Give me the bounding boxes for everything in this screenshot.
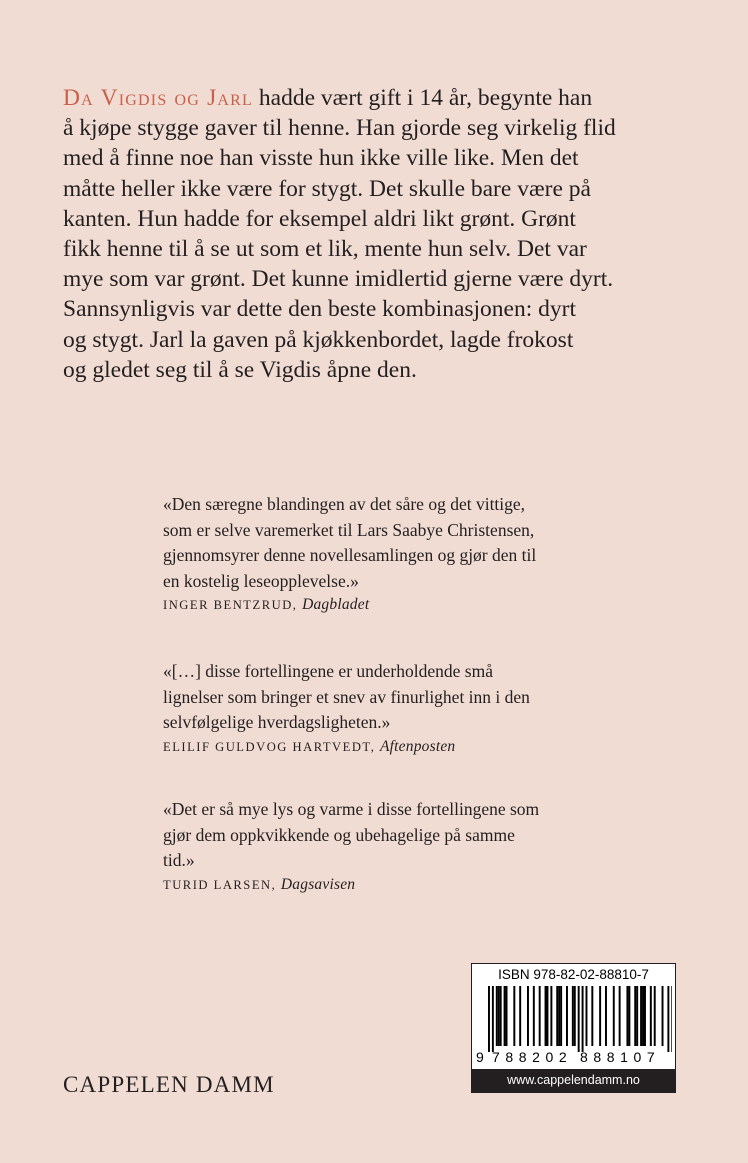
back-cover-excerpt	[63, 83, 683, 385]
barcode-bar	[513, 986, 515, 1046]
review-quote-aftenposten	[163, 659, 603, 757]
publisher-logo: CAPPELEN DAMM	[63, 1072, 275, 1097]
barcode-bar	[654, 986, 656, 1046]
quote-line: gjennomsyrer denne novellesamlingen og gjør den til	[163, 545, 537, 565]
review-quote-dagbladet	[163, 492, 603, 615]
barcode-bar	[605, 986, 607, 1046]
quote-source	[163, 875, 603, 895]
barcode-bar	[506, 986, 508, 1046]
quote-line: en kostelig leseopplevelse.»	[163, 570, 359, 591]
barcode-bar	[578, 986, 580, 1052]
quote-source	[163, 595, 603, 615]
barcode-bar	[504, 986, 506, 1046]
excerpt-line: kanten. Hun hadde for eksempel aldri likt grønt. Grønt	[63, 205, 576, 232]
barcode-bar	[619, 986, 621, 1046]
barcode-bar	[640, 986, 642, 1046]
excerpt-line-text: hadde vært gift i 14 år, begynte han	[253, 85, 593, 111]
excerpt-line: Sannsynligvis var dette den beste kombinasjonen: dyrt	[63, 296, 576, 323]
barcode-bar	[582, 986, 584, 1052]
barcode-bar	[545, 986, 547, 1046]
quote-line: «Det er så mye lys og varme i disse fortellingene som	[163, 799, 540, 819]
barcode-bar	[492, 986, 494, 1052]
barcode-bar	[547, 986, 549, 1046]
excerpt-line: mye som var grønt. Det kunne imidlertid gjerne være dyrt.	[63, 266, 614, 293]
barcode-bar	[613, 986, 615, 1046]
quote-source	[163, 737, 603, 757]
barcode-icon	[476, 986, 672, 1052]
barcode-bar	[500, 986, 502, 1046]
barcode-bar	[626, 986, 628, 1046]
excerpt-line: å kjøpe stygge gaver til henne. Han gjorde seg virkelig flid	[63, 115, 616, 142]
barcode-bar	[662, 986, 664, 1046]
excerpt-paragraph	[63, 83, 683, 385]
review-quote-dagsavisen	[163, 797, 603, 895]
excerpt-line: og stygt. Jarl la gaven på kjøkkenbordet, lagde frokost	[63, 326, 574, 353]
excerpt-line: måtte heller ikke være for stygt. Det skulle bare være på	[63, 175, 591, 202]
quote-publication: Dagbladet	[302, 596, 370, 613]
barcode-bar	[644, 986, 646, 1046]
barcode-digit-prefix: 9	[476, 1049, 484, 1065]
excerpt-line: med å finne noe han visste hun ikke ville like. Men det	[63, 145, 579, 172]
quote-author: TURID LARSEN,	[163, 877, 281, 892]
barcode-bar	[628, 986, 630, 1046]
quote-line: gjør dem oppkvikkende og ubehagelige på samme	[163, 824, 515, 845]
excerpt-line: fikk henne til å se ut som et lik, mente hun selv. Det var	[63, 236, 587, 263]
quote-line: «Den særegne blandingen av det såre og det vittige,	[163, 494, 526, 514]
quote-publication: Aftenposten	[380, 737, 456, 755]
quote-publication: Dagsavisen	[280, 875, 356, 893]
barcode-bar	[488, 986, 490, 1052]
barcode-bar	[558, 986, 560, 1046]
barcode-bar	[560, 986, 562, 1046]
quote-line: lignelser som bringer et snev av finurlighet inn i den	[163, 686, 530, 707]
barcode-bar	[591, 986, 593, 1046]
excerpt-lead: Da Vigdis og Jarl	[63, 85, 254, 111]
barcode-bar	[566, 986, 568, 1046]
barcode-bar	[642, 986, 644, 1046]
barcode-bar	[519, 986, 521, 1046]
barcode-bar	[498, 986, 500, 1046]
barcode-bar	[599, 986, 601, 1046]
barcode-bar	[667, 986, 669, 1052]
barcode-bar	[496, 986, 498, 1046]
barcode-digit-right: 888107	[580, 1049, 661, 1065]
barcode-bar	[574, 986, 576, 1046]
isbn-barcode-box	[471, 963, 676, 1093]
publisher-url: www.cappelendamm.no	[472, 1069, 675, 1092]
quote-line: som er selve varemerket til Lars Saabye Christensen,	[163, 519, 535, 540]
barcode-bar	[539, 986, 541, 1046]
barcode-bar	[550, 986, 552, 1046]
quote-line: tid.»	[163, 850, 195, 870]
barcode-bar	[671, 986, 672, 1052]
isbn-label: ISBN 978-82-02-88810-7	[498, 967, 649, 982]
barcode-bar	[556, 986, 558, 1046]
barcode-bar	[636, 986, 638, 1046]
barcode-bar	[650, 986, 652, 1046]
excerpt-line	[63, 83, 683, 113]
barcode-bar	[572, 986, 574, 1046]
barcode-bar	[586, 986, 588, 1046]
barcode-bar	[634, 986, 636, 1046]
quote-author: INGER BENTZRUD,	[163, 598, 303, 612]
quote-author: ELILIF GULDVOG HARTVEDT,	[163, 739, 380, 754]
quote-line: selvfølgelige hverdagsligheten.»	[163, 712, 391, 732]
excerpt-line: og gledet seg til å se Vigdis åpne den.	[63, 356, 417, 383]
barcode-digit-left: 788202	[492, 1049, 573, 1065]
quote-line: «[…] disse fortellingene er underholdende små	[163, 661, 493, 681]
barcode-bar	[527, 986, 529, 1046]
barcode-bar	[533, 986, 535, 1046]
